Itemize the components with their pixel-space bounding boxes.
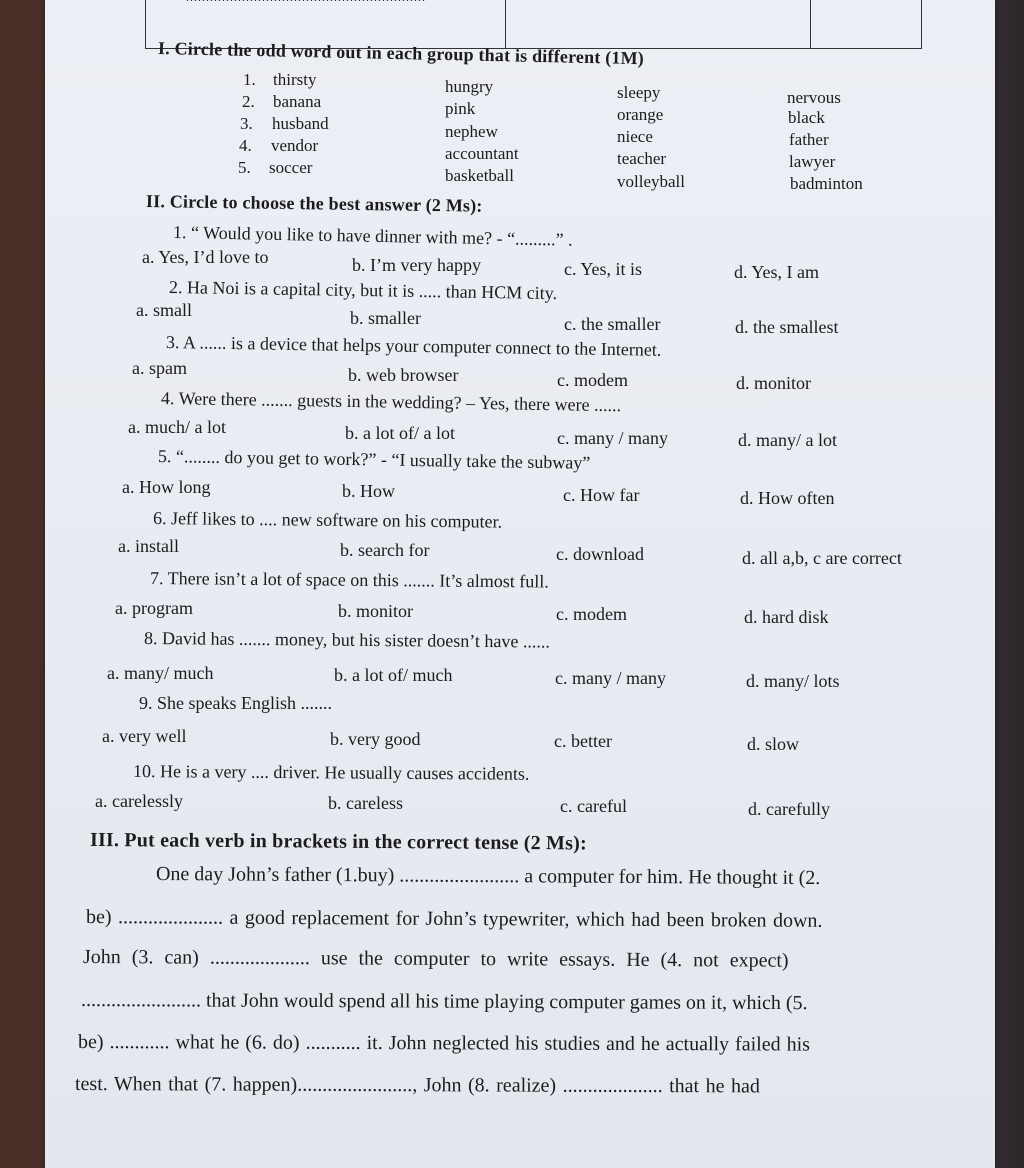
worksheet-page (45, 0, 995, 1168)
answer-option-a[interactable]: a. small (136, 300, 192, 320)
answer-option-d[interactable]: d. carefully (748, 799, 830, 819)
answer-option-b[interactable]: b. web browser (348, 365, 459, 385)
answer-option-b[interactable]: b. search for (340, 540, 430, 560)
question-text: 7. There isn’t a lot of space on this ....... It’s almost full. (149, 568, 549, 592)
answer-option-a[interactable]: a. carelessly (95, 791, 183, 811)
answer-option-d[interactable]: d. all a,b, c are correct (742, 548, 902, 568)
answer-option-b[interactable]: b. monitor (338, 601, 413, 621)
question-text: 2. Ha Noi is a capital city, but it is ..... than HCM city. (168, 277, 558, 304)
word-option[interactable]: soccer (269, 158, 313, 177)
answer-option-a[interactable]: a. program (115, 598, 193, 618)
paragraph-line: be) ............ what he (6. do) ........... it. John neglected his studies and he actually failed his (77, 1031, 810, 1056)
question-text: 6. Jeff likes to .... new software on his computer. (152, 508, 503, 532)
word-option[interactable]: thirsty (273, 70, 317, 89)
word-option[interactable]: basketball (445, 166, 514, 185)
word-option[interactable]: banana (273, 92, 322, 111)
paragraph-line: test. When that (7. happen)......................., John (8. realize) .................... that he had (74, 1073, 760, 1098)
question-text: 9. She speaks English ....... (139, 693, 332, 713)
answer-option-a[interactable]: a. spam (132, 358, 187, 378)
word-option[interactable]: husband (272, 114, 329, 133)
answer-option-b[interactable]: b. smaller (350, 308, 421, 328)
answer-option-c[interactable]: c. careful (560, 796, 627, 816)
word-option[interactable]: lawyer (789, 152, 836, 171)
answer-option-c[interactable]: c. modem (556, 604, 627, 624)
word-option[interactable]: sleepy (617, 83, 661, 102)
answer-option-b[interactable]: b. a lot of/ much (334, 665, 453, 685)
answer-option-d[interactable]: d. the smallest (735, 317, 839, 337)
word-option[interactable]: father (789, 130, 829, 149)
answer-option-b[interactable]: b. I’m very happy (352, 255, 481, 275)
paragraph-line: One day John’s father (1.buy) ........................ a computer for him. He thought it (2. (155, 863, 821, 890)
word-option[interactable]: vendor (271, 136, 319, 155)
question-text: 5. “........ do you get to work?” - “I usually take the subway” (157, 446, 591, 473)
answer-option-d[interactable]: d. How often (740, 488, 835, 508)
row-number: 2. (242, 92, 255, 111)
word-option[interactable]: niece (617, 127, 653, 146)
question-text: 4. Were there ....... guests in the wedding? – Yes, there were ...... (160, 388, 622, 416)
answer-option-a[interactable]: a. How long (122, 477, 211, 497)
header-cell (811, 0, 921, 48)
section2-title: II. Circle to choose the best answer (2 Ms): (145, 191, 483, 216)
row-number: 5. (238, 158, 251, 177)
question-text: 1. “ Would you like to have dinner with me? - “.........” . (172, 222, 573, 250)
answer-option-c[interactable]: c. modem (557, 370, 628, 390)
header-dots (186, 0, 426, 5)
answer-option-a[interactable]: a. much/ a lot (128, 417, 226, 437)
section1-title: I. Circle the odd word out in each group that is different (1M) (157, 38, 645, 69)
word-option[interactable]: nephew (445, 122, 498, 141)
word-option[interactable]: black (788, 108, 825, 127)
word-option[interactable]: orange (617, 105, 664, 124)
paragraph-line: ........................ that John would spend all his time playing computer games on it, which (5. (80, 989, 808, 1015)
answer-option-d[interactable]: d. monitor (736, 373, 811, 393)
answer-option-b[interactable]: b. How (342, 481, 395, 501)
answer-option-d[interactable]: d. Yes, I am (734, 262, 820, 282)
word-option[interactable]: accountant (445, 144, 519, 163)
word-option[interactable]: hungry (445, 77, 494, 96)
answer-option-c[interactable]: c. many / many (557, 428, 668, 448)
answer-option-c[interactable]: c. How far (563, 485, 640, 505)
answer-option-a[interactable]: a. install (118, 536, 179, 556)
answer-option-b[interactable]: b. a lot of/ a lot (345, 423, 455, 443)
header-cell (506, 0, 811, 48)
section3-title: III. Put each verb in brackets in the correct tense (2 Ms): (89, 829, 587, 855)
answer-option-b[interactable]: b. very good (330, 729, 421, 749)
word-option[interactable]: volleyball (617, 172, 685, 191)
answer-option-c[interactable]: c. better (554, 731, 612, 751)
answer-option-d[interactable]: d. hard disk (744, 607, 829, 627)
word-option[interactable]: pink (445, 99, 476, 118)
row-number: 1. (243, 70, 256, 89)
answer-option-c[interactable]: c. Yes, it is (564, 259, 643, 279)
question-text: 3. A ...... is a device that helps your computer connect to the Internet. (165, 332, 662, 360)
answer-option-b[interactable]: b. careless (328, 793, 403, 813)
paragraph-line: John (3. can) .................... use the computer to write essays. He (4. not expect) (82, 946, 789, 972)
row-number: 4. (239, 136, 252, 155)
question-text: 10. He is a very .... driver. He usually causes accidents. (132, 761, 530, 784)
answer-option-a[interactable]: a. Yes, I’d love to (142, 247, 269, 267)
answer-option-c[interactable]: c. download (556, 544, 644, 564)
answer-option-d[interactable]: d. many/ a lot (738, 430, 837, 450)
answer-option-d[interactable]: d. slow (747, 734, 800, 754)
answer-option-a[interactable]: a. many/ much (107, 663, 214, 683)
answer-option-d[interactable]: d. many/ lots (746, 671, 840, 691)
answer-option-c[interactable]: c. many / many (555, 668, 666, 688)
word-option[interactable]: teacher (617, 149, 667, 168)
word-option[interactable]: nervous (787, 88, 841, 107)
row-number: 3. (240, 114, 253, 133)
answer-option-c[interactable]: c. the smaller (564, 314, 661, 334)
paragraph-line: be) ..................... a good replacement for John’s typewriter, which had been broken down. (85, 906, 823, 932)
question-text: 8. David has ....... money, but his sister doesn’t have ...... (143, 628, 551, 652)
answer-option-a[interactable]: a. very well (102, 726, 187, 746)
word-option[interactable]: badminton (790, 174, 863, 193)
